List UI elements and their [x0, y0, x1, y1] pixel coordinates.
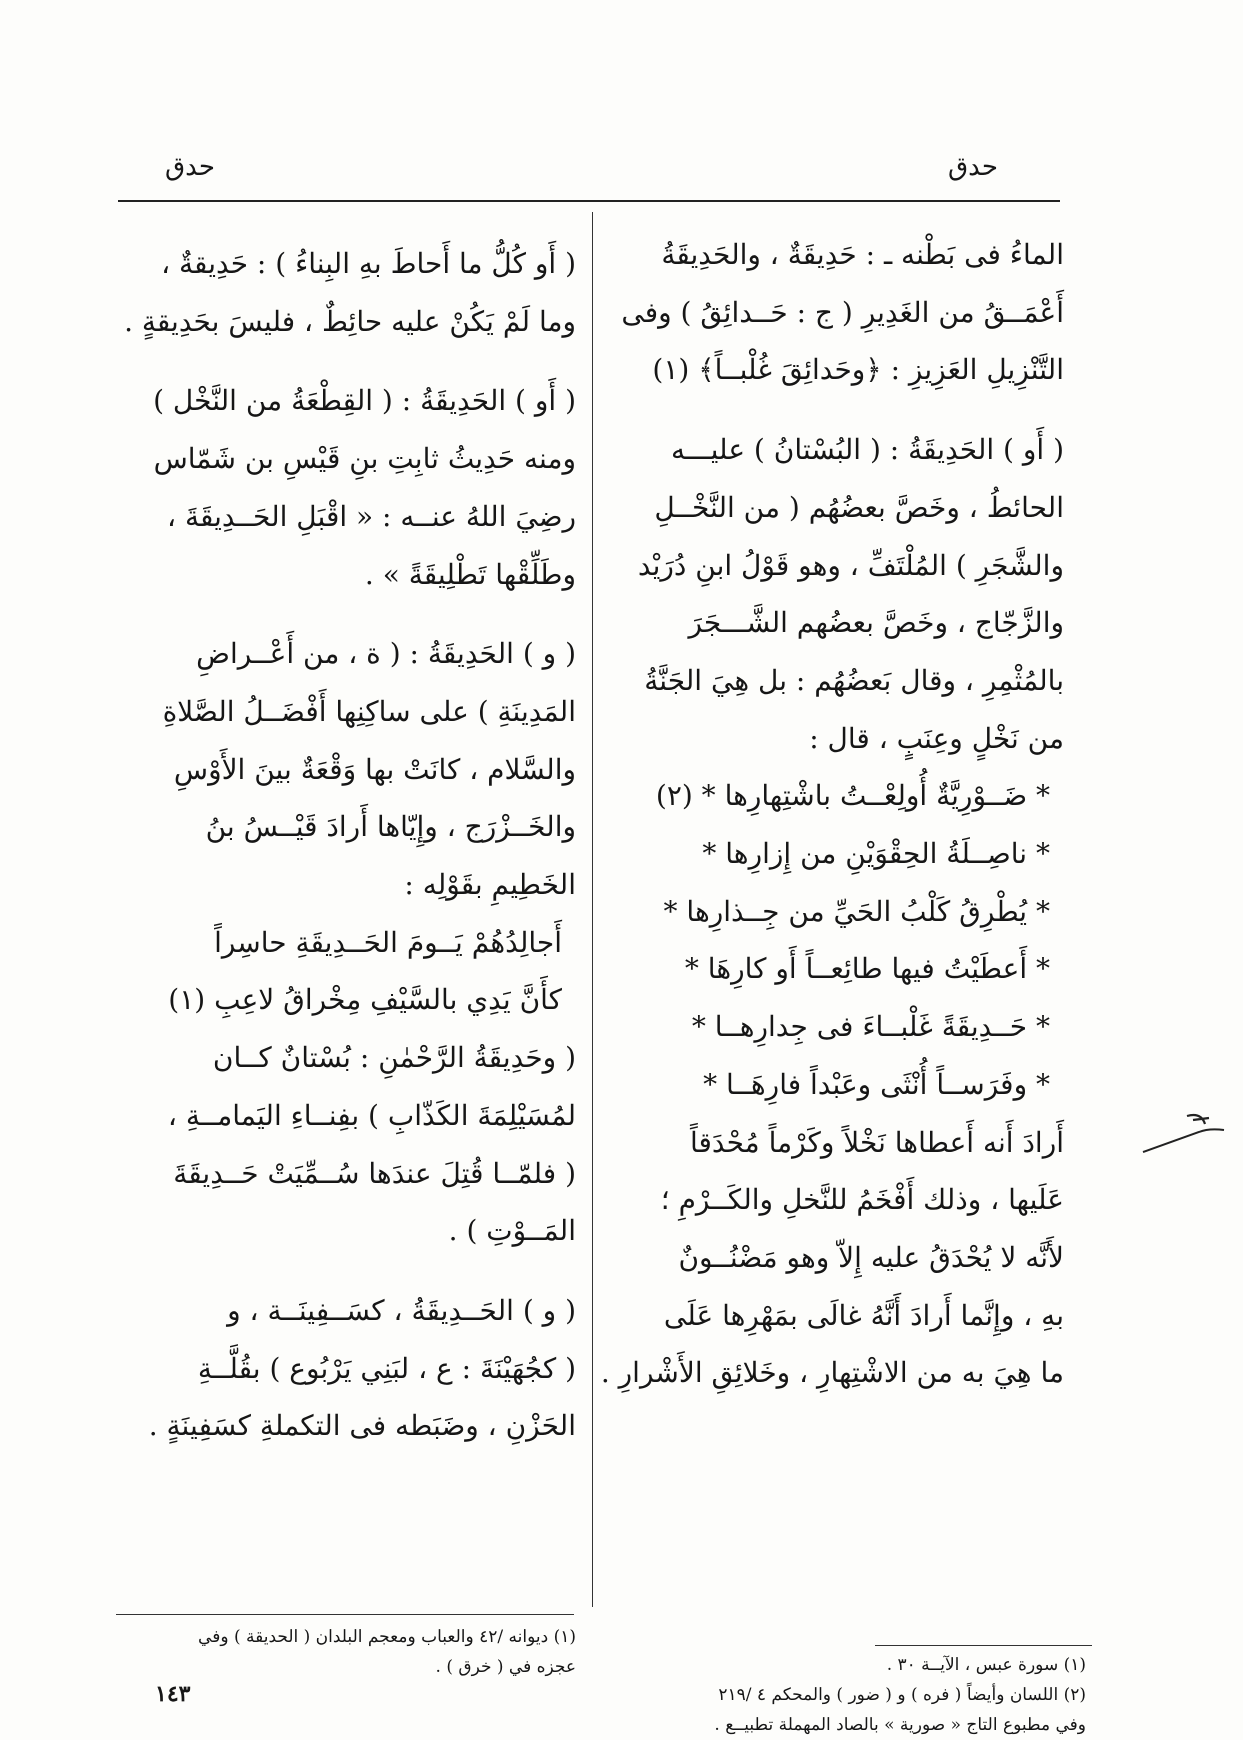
text-line: لأَنَّه لا يُحْدَقُ عليه إِلاّ وهو مَضْنُــونٌ: [678, 1240, 1064, 1274]
footnote: وفي مطبوع التاج « صورية » بالصاد المهملة تطبيــع .: [714, 1715, 1086, 1735]
text-line: بالمُثْمِرِ ، وقال بَعضُهُم : بل هِيَ الجَنَّةُ: [644, 663, 1064, 697]
verse-line: * أَعطَيْتُ فيها طائِعــاً أَو كارِهَا *: [684, 952, 1050, 986]
right-column: [600, 226, 1064, 1402]
text-line: أَعْمَــقُ من الغَدِيرِ ( ج : حَــدائِقُ ) وفى: [621, 295, 1064, 329]
text-line: ( أَو ) الحَدِيقَةُ : ( القِطْعَةُ من النَّخْل ): [153, 384, 576, 418]
text-line: أَرادَ أَنه أَعطاها نَخْلاً وكَرْماً مُحْدَقاً: [689, 1125, 1064, 1159]
text-line: رضِيَ اللهُ عنــه : « اقْبَلِ الحَــدِيقَةَ ،: [167, 499, 576, 533]
text-line: ( كجُهَيْنَةَ : ع ، لبَنِي يَرْبُوع ) بقُلَّــةِ: [197, 1351, 576, 1385]
text-line: والخَــزْرَج ، وإِيّاها أَرادَ قَيْــسُ بنُ: [205, 810, 576, 844]
verse-line: * حَــدِيقَةً غَلْبــاءَ فى جِدارِهــا *: [691, 1010, 1050, 1044]
text-line: ( وحَدِيقَةُ الرَّحْمٰنِ : بُسْتانٌ كــان: [212, 1041, 576, 1075]
page-number: ١٤٣: [155, 1681, 191, 1707]
text-line: ( و ) الحَدِيقَةُ : ( ة ، من أَعْــراضِ: [196, 637, 576, 671]
header-rule: [118, 200, 1060, 202]
running-headword-right: حدق: [948, 152, 998, 182]
text-line: ما هِيَ به من الاشْتِهارِ ، وخَلائِقِ الأَشْرارِ .: [600, 1356, 1064, 1390]
verse-line: * يُطْرِقُ كَلْبُ الحَيِّ من جِــذارِها *: [663, 894, 1050, 928]
text-line: الماءُ فى بَطْنه ـ : حَدِيقَةٌ ، والحَدِيقَةُ: [661, 238, 1064, 271]
text-line: المَدِينَةِ ) على ساكِنِها أَفْضَــلُ الصَّلاةِ: [162, 694, 576, 728]
footnote-rule-right: [875, 1645, 1092, 1646]
footnote: عجزه في ( خرق ) .: [435, 1657, 576, 1677]
text-line: بهِ ، وإِنَّما أَرادَ أَنَّهُ غالَى بمَهْرِها عَلَى: [663, 1298, 1064, 1332]
text-line: ( و ) الحَــدِيقَةُ ، كسَــفِينَــة ، و: [227, 1293, 576, 1327]
text-line: الخَطِيمِ بقَوْلِه :: [404, 868, 576, 902]
verse-line: كأَنَّ يَدِي بالسَّيْفِ مِخْراقُ لاعِبِ (١): [168, 983, 562, 1017]
text-line: الحَزْنِ ، وضَبَطه فى التكملةِ كسَفِينَةٍ .: [148, 1409, 576, 1443]
column-divider: [592, 212, 593, 1607]
footnotes-right: [640, 1650, 1086, 1740]
left-column: [120, 235, 576, 1455]
text-line: ( فلمّــا قُتِلَ عندَها سُــمِّيَتْ حَــدِيقَةَ: [173, 1156, 576, 1190]
verse-line: * ناصِــلَةُ الحِقْوَيْنِ من إِزارِها *: [702, 837, 1050, 871]
text-line: ( أَو ) الحَدِيقَةُ : ( البُسْتانُ ) عليـــه: [670, 433, 1064, 467]
footnote: (٢) اللسان وأيضاً ( فره ) و ( ضور ) والمحكم ٤ /٢١٩: [718, 1685, 1086, 1705]
verse-line: أَجالِدُهُمْ يَــومَ الحَــدِيقَةِ حاسِراً: [214, 925, 562, 959]
footnote: (١) سورة عبس ، الآيــة ٣٠ .: [886, 1655, 1086, 1675]
text-line: ومنه حَدِيثُ ثابِتِ بنِ قَيْسِ بن شَمّاس: [153, 442, 576, 476]
text-line: ( أَو كُلُّ ما أَحاطَ بهِ البِناءُ ) : حَدِيقةٌ ،: [161, 247, 576, 280]
footnotes-left: [120, 1622, 576, 1682]
text-line: التَّنْزِيلِ العَزِيزِ : ﴿وحَدائِقَ غُلْبــاً﴾ (١): [652, 353, 1064, 387]
verse-line: * وفَرَســاً أُنْثَى وعَبْداً فارِهَــا *: [703, 1067, 1050, 1101]
running-headword-left: حدق: [165, 152, 215, 182]
footnote-rule-left: [116, 1614, 574, 1615]
text-line: والسَّلام ، كانَتْ بها وَقْعَةٌ بينَ الأَوْسِ: [173, 752, 576, 786]
text-line: والزَّجّاج ، وخَصَّ بعضُهم الشَّـــجَرَ: [688, 606, 1064, 640]
verse-line: * ضَــوْرِيَّةٌ أُولِعْــتُ باشْتِهارِها * (٢): [655, 779, 1050, 813]
text-line: وما لَمْ يَكُنْ عليه حائِطٌ ، فليسَ بحَدِيقةٍ .: [124, 304, 576, 338]
text-line: عَلَيها ، وذلك أَفْخَمُ للنَّخلِ والكَــرْمِ ؛: [660, 1183, 1064, 1217]
text-line: لمُسَيْلِمَةَ الكَذّابِ ) بفِنــاءِ اليَمامــةِ ،: [167, 1098, 576, 1132]
text-line: الحائطُ ، وخَصَّ بعضُهُم ( من النَّخْــلِ: [654, 490, 1064, 524]
text-line: من نَخْلٍ وعِنَبٍ ، قال :: [809, 721, 1064, 755]
footnote: (١) ديوانه /٤٢ والعباب ومعجم البلدان ( الحديقة ) وفي: [198, 1627, 576, 1647]
text-line: والشَّجَرِ ) المُلْتَفِّ ، وهو قَوْلُ ابنِ دُرَيْد: [637, 548, 1064, 582]
margin-pen-mark: [1139, 1110, 1229, 1160]
text-line: المَــوْتِ ) .: [448, 1214, 576, 1248]
text-line: وطَلِّقْها تَطْلِيقَةً » .: [364, 557, 576, 591]
